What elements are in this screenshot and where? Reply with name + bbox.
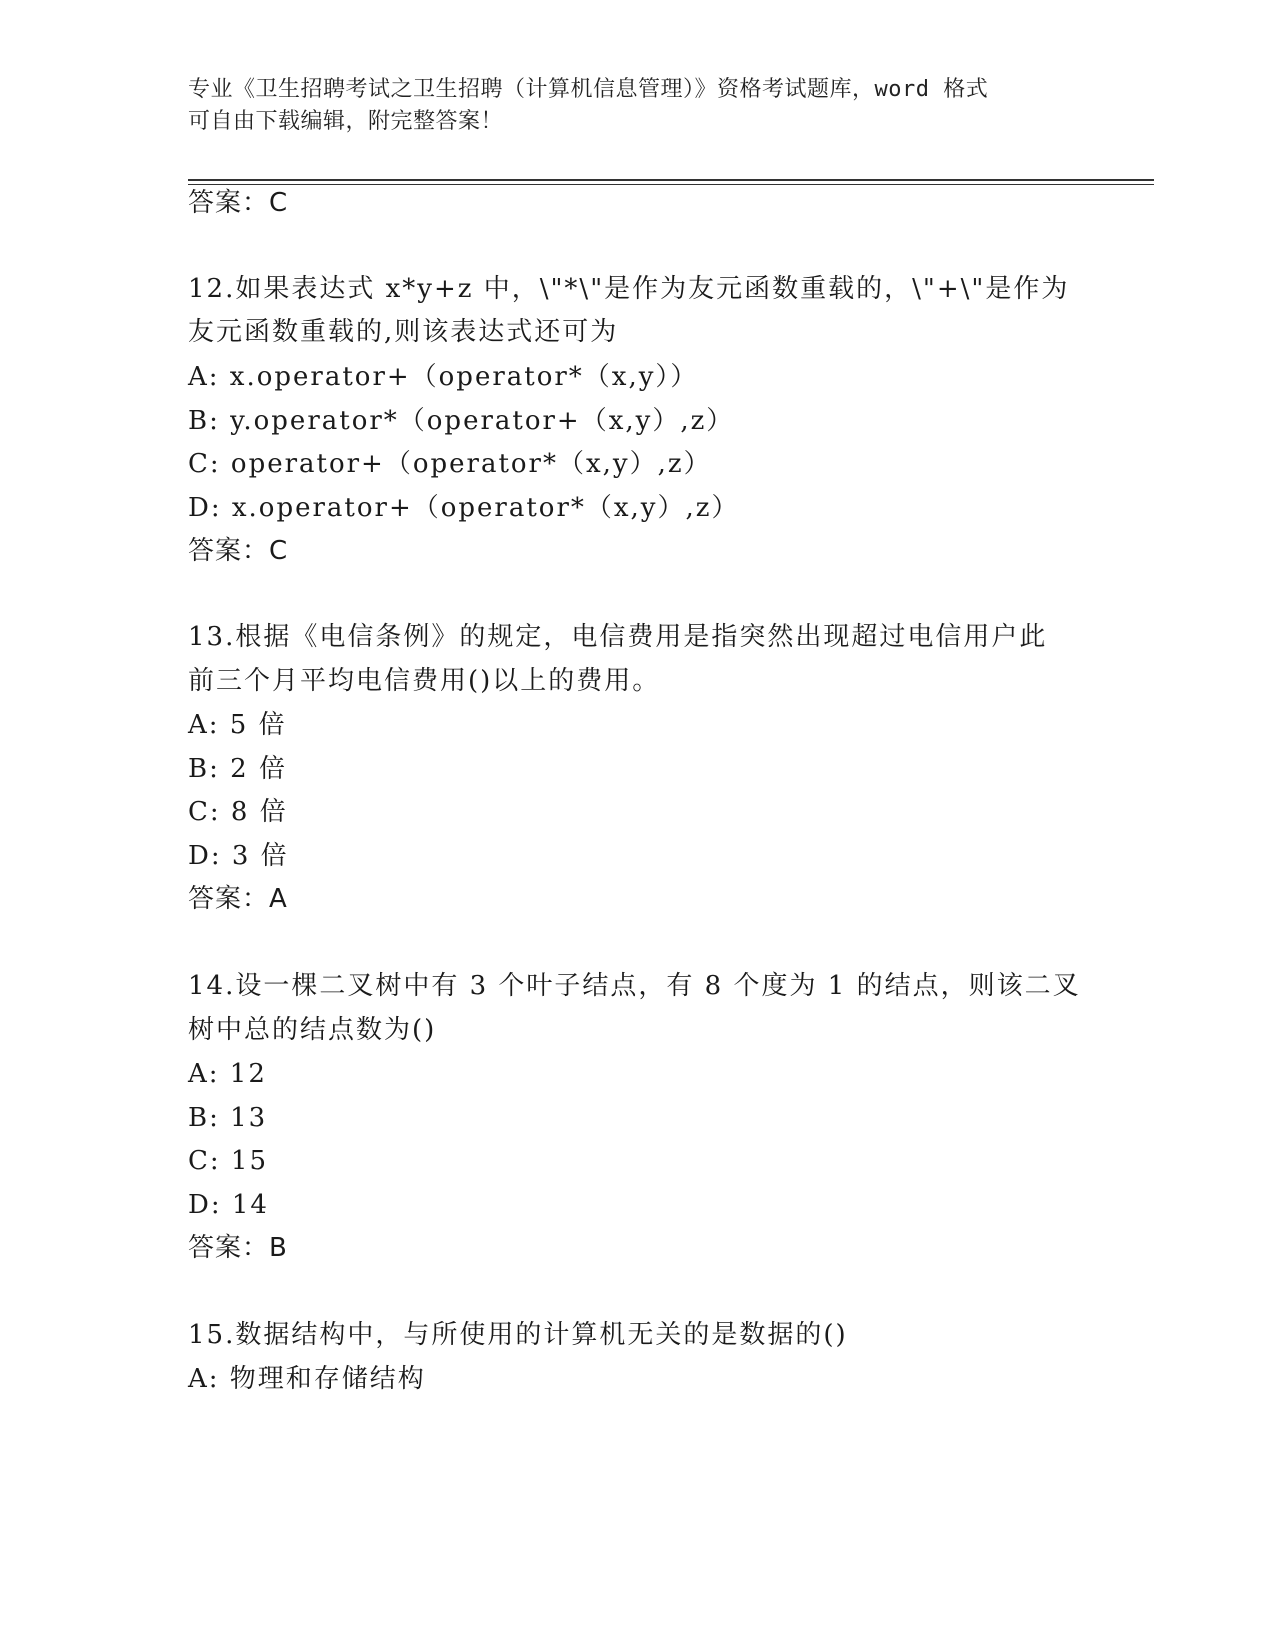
question-13-option-a: A: 5 倍	[188, 710, 287, 740]
question-12-answer: 答案：C	[188, 536, 289, 566]
question-12-option-c: C: operator+（operator*（x,y）,z）	[188, 449, 712, 479]
question-14-stem-line-2: 树中总的结点数为()	[188, 1015, 437, 1045]
question-12-stem-line-2: 友元函数重载的,则该表达式还可为	[188, 317, 619, 347]
question-13-answer: 答案：A	[188, 884, 288, 914]
previous-answer: 答案：C	[188, 188, 289, 218]
document-header	[188, 74, 1068, 138]
question-14-answer: 答案：B	[188, 1233, 288, 1263]
header-line-1: 专业《卫生招聘考试之卫生招聘（计算机信息管理）》资格考试题库，word 格式	[188, 77, 989, 102]
question-12-option-a: A: x.operator+（operator*（x,y））	[188, 362, 699, 392]
header-line-2: 可自由下载编辑，附完整答案！	[188, 109, 504, 134]
question-14-option-b: B: 13	[188, 1103, 268, 1133]
question-13-option-c: C: 8 倍	[188, 797, 288, 827]
question-15-stem-line-1: 15.数据结构中，与所使用的计算机无关的是数据的()	[188, 1320, 848, 1350]
question-14-option-d: D: 14	[188, 1190, 269, 1220]
question-12-stem-line-1: 12.如果表达式 x*y+z 中，\"*\"是作为友元函数重载的，\"+\"是作为	[188, 274, 1070, 304]
question-13-option-d: D: 3 倍	[188, 841, 289, 871]
question-14-option-c: C: 15	[188, 1146, 269, 1176]
question-15-option-a: A: 物理和存储结构	[188, 1364, 426, 1394]
question-12-option-b: B: y.operator*（operator+（x,y）,z）	[188, 406, 735, 436]
question-14-option-a: A: 12	[188, 1059, 267, 1089]
question-14-stem-line-1: 14.设一棵二叉树中有 3 个叶子结点，有 8 个度为 1 的结点，则该二叉	[188, 971, 1081, 1001]
header-divider-thin	[188, 184, 1154, 185]
question-13-stem-line-2: 前三个月平均电信费用()以上的费用。	[188, 666, 661, 696]
header-divider	[188, 179, 1154, 181]
question-13-option-b: B: 2 倍	[188, 754, 287, 784]
question-12-option-d: D: x.operator+（operator*（x,y）,z）	[188, 493, 740, 523]
question-13-stem-line-1: 13.根据《电信条例》的规定，电信费用是指突然出现超过电信用户此	[188, 622, 1048, 652]
